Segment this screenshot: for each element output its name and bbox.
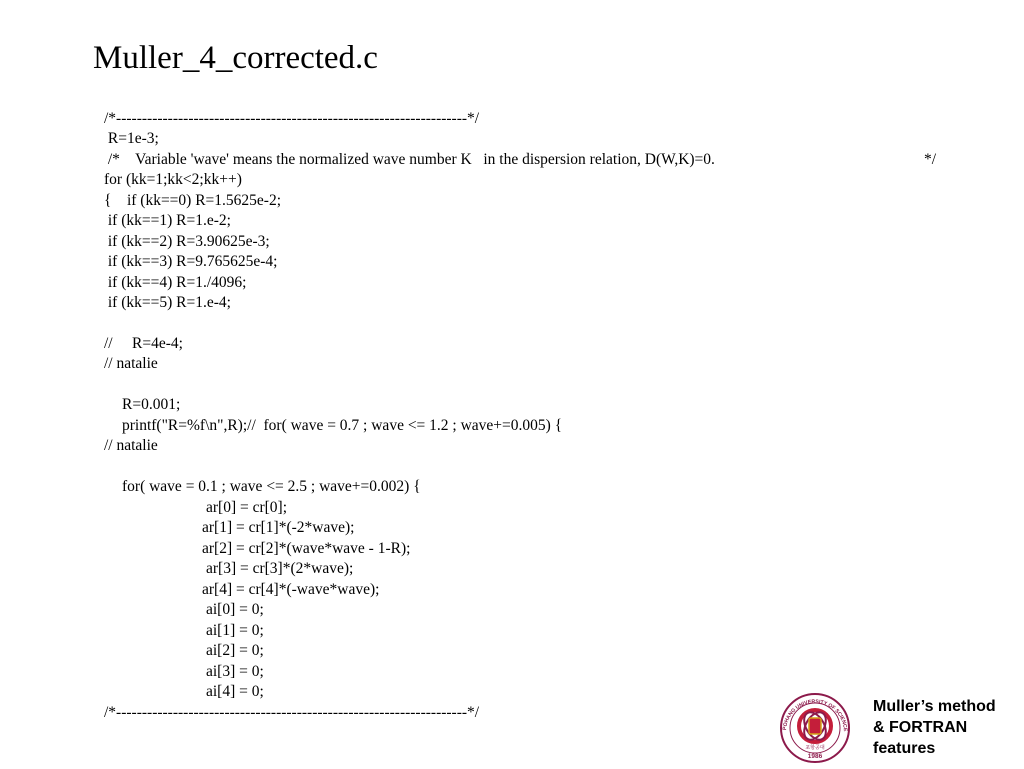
- footer-caption-line-3: features: [873, 740, 936, 757]
- university-seal-icon: [773, 692, 857, 764]
- code-line-comment-bottom: /*--------------------------------------------------------------------*/: [104, 704, 480, 721]
- code-line-ar4: ar[4] = cr[4]*(-wave*wave);: [202, 581, 380, 598]
- code-line-ai2: ai[2] = 0;: [206, 642, 264, 659]
- code-line-ar0: ar[0] = cr[0];: [206, 499, 288, 516]
- code-line-wave-comment-end: */: [924, 151, 937, 168]
- code-line-if-kk5: if (kk==5) R=1.e-4;: [104, 294, 231, 311]
- seal-ring-text: POHANG UNIVERSITY OF SCIENCE: [782, 698, 849, 732]
- code-line-printf: printf("R=%f\n",R);// for( wave = 0.7 ; wave <= 1.2 ; wave+=0.005) {: [122, 417, 563, 434]
- university-logo: [773, 692, 857, 764]
- code-line-ar2: ar[2] = cr[2]*(wave*wave - 1-R);: [202, 540, 411, 557]
- code-line-wave-comment: /* Variable 'wave' means the normalized wave number K in the dispersion relation, D(W,K)=0.: [104, 151, 715, 168]
- code-line-for-kk: for (kk=1;kk<2;kk++): [104, 171, 242, 188]
- code-line-ai0: ai[0] = 0;: [206, 601, 264, 618]
- footer-caption: [873, 696, 996, 759]
- seal-korean-text: 포항공대: [805, 745, 825, 751]
- footer-caption-line-1: Muller’s method: [873, 698, 996, 715]
- code-line-if-kk0: { if (kk==0) R=1.5625e-2;: [104, 192, 282, 209]
- code-line-ai1: ai[1] = 0;: [206, 622, 264, 639]
- code-line-for-wave: for( wave = 0.1 ; wave <= 2.5 ; wave+=0.002) {: [122, 478, 421, 495]
- code-line-if-kk2: if (kk==2) R=3.90625e-3;: [104, 233, 270, 250]
- code-line-r-init: R=1e-3;: [104, 130, 159, 147]
- footer-caption-line-2: & FORTRAN: [873, 719, 968, 736]
- code-line-comment-top: /*--------------------------------------------------------------------*/: [104, 110, 480, 127]
- code-line-natalie-1: // natalie: [104, 355, 158, 372]
- code-line-ai4: ai[4] = 0;: [206, 683, 264, 700]
- code-line-natalie-2: // natalie: [104, 437, 158, 454]
- code-line-ar3: ar[3] = cr[3]*(2*wave);: [206, 560, 354, 577]
- code-line-ai3: ai[3] = 0;: [206, 663, 264, 680]
- seal-year: 1986: [807, 753, 823, 760]
- code-line-if-kk4: if (kk==4) R=1./4096;: [104, 274, 247, 291]
- slide-title: Muller_4_corrected.c: [93, 40, 378, 76]
- code-line-r-set: R=0.001;: [122, 396, 181, 413]
- code-line-if-kk1: if (kk==1) R=1.e-2;: [104, 212, 231, 229]
- code-line-if-kk3: if (kk==3) R=9.765625e-4;: [104, 253, 278, 270]
- code-line-r-comment: // R=4e-4;: [104, 335, 183, 352]
- code-line-ar1: ar[1] = cr[1]*(-2*wave);: [202, 519, 355, 536]
